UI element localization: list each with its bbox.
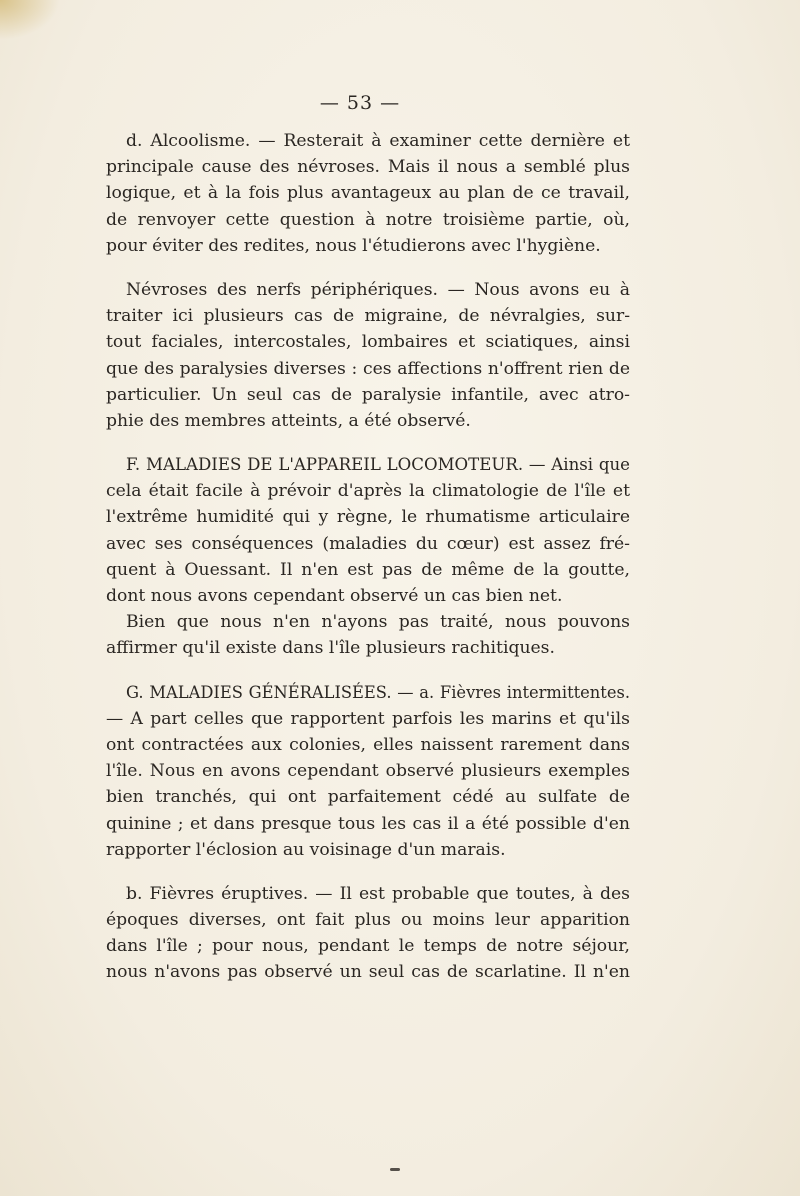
text-line: b. Fièvres éruptives. — Il est probable que toutes, à des [126, 883, 630, 904]
paper-stain [0, 0, 60, 40]
text-line: dont nous avons cependant observé un cas bien net. [106, 586, 563, 606]
text-line: tout faciales, intercostales, lombaires et sciatiques, ainsi [106, 332, 630, 353]
text-line: dans l'île ; pour nous, pendant le temps de notre séjour, [106, 936, 630, 957]
text-line: quinine ; et dans presque tous les cas il a été possible d'en [106, 813, 630, 834]
text-line: principale cause des névroses. Mais il nous a semblé plus [106, 157, 630, 178]
text-line: quent à Ouessant. Il n'en est pas de même de la goutte, [106, 559, 630, 580]
text-line: cela était facile à prévoir d'après la climatologie de l'île et [106, 481, 630, 502]
text-line: bien tranchés, qui ont parfaitement cédé au sulfate de [106, 787, 630, 808]
paragraph-generalisees [106, 680, 630, 863]
text-line: particulier. Un seul cas de paralysie infantile, avec atro- [106, 384, 630, 405]
text-line: que des paralysies diverses : ces affections n'offrent rien de [106, 358, 630, 379]
text-line: phie des membres atteints, a été observé. [106, 410, 471, 431]
text-line: de renvoyer cette question à notre troisième partie, où, [106, 209, 630, 230]
paragraph-eruptives [106, 881, 630, 986]
text-line: traiter ici plusieurs cas de migraine, de névralgies, sur- [106, 306, 630, 327]
paragraph-alcoolisme [106, 128, 630, 259]
text-line: avec ses conséquences (maladies du cœur) est assez fré- [106, 533, 630, 554]
footer-mark [390, 1168, 400, 1171]
text-line: rapporter l'éclosion au voisinage d'un marais. [106, 839, 506, 860]
text-line: G. MALADIES GÉNÉRALISÉES. — a. Fièvres intermittentes. [126, 682, 630, 702]
text-line: pour éviter des redites, nous l'étudierons avec l'hygiène. [106, 235, 601, 256]
text-line: Bien que nous n'en n'ayons pas traité, nous pouvons [126, 612, 630, 633]
text-line: nous n'avons pas observé un seul cas de scarlatine. Il n'en [106, 962, 630, 983]
page-number: — 53 — [319, 92, 401, 114]
paragraph-locomoteur [106, 452, 630, 662]
text-line: logique, et à la fois plus avantageux au plan de ce travail, [106, 183, 630, 204]
text-line: F. MALADIES DE L'APPAREIL LOCOMOTEUR. — Ainsi que [126, 455, 630, 475]
text-line: époques diverses, ont fait plus ou moins leur apparition [106, 910, 630, 931]
text-line: l'île. Nous en avons cependant observé plusieurs exemples [106, 761, 630, 782]
text-line: Névroses des nerfs périphériques. — Nous avons eu à [126, 279, 630, 300]
text-line: d. Alcoolisme. — Resterait à examiner cette dernière et [126, 131, 630, 151]
paragraph-nevroses [106, 277, 630, 434]
text-line: — A part celles que rapportent parfois les marins et qu'ils [106, 708, 630, 729]
body-text [106, 128, 630, 986]
text-line: affirmer qu'il existe dans l'île plusieurs rachitiques. [106, 638, 555, 659]
text-line: ont contractées aux colonies, elles naissent rarement dans [106, 734, 630, 755]
text-line: l'extrême humidité qui y règne, le rhumatisme articulaire [106, 507, 630, 528]
